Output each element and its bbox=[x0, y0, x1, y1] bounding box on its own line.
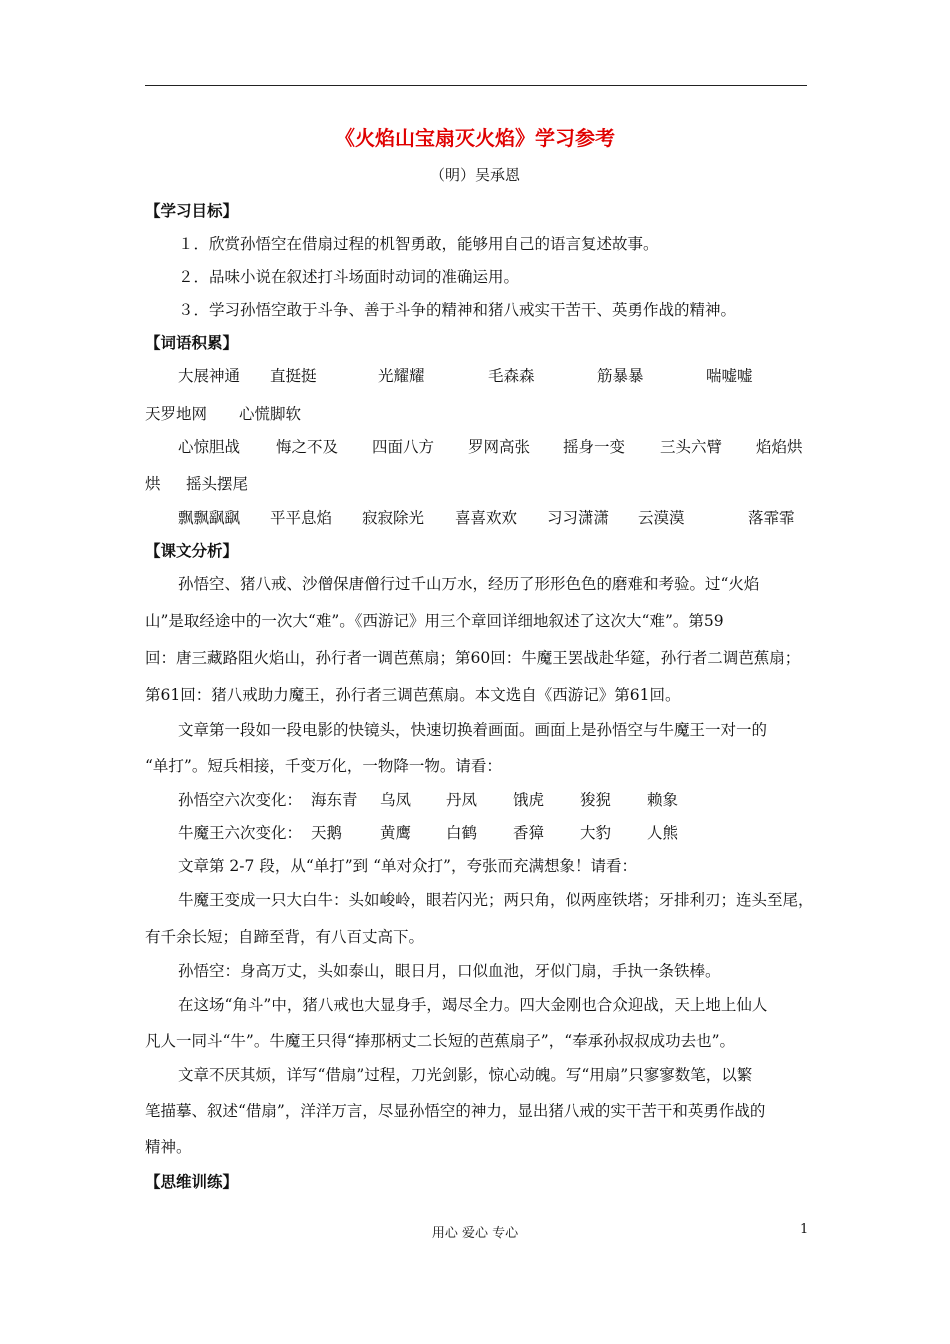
vocab-word: 喜喜欢欢 bbox=[455, 509, 518, 527]
vocab-word: 焰焰烘 bbox=[756, 438, 803, 456]
vocab-word: 心慌脚软 bbox=[239, 405, 302, 423]
vocab-word: 寂寂除光 bbox=[362, 509, 425, 527]
change-item: 赖象 bbox=[647, 791, 679, 809]
sun-changes-label: 孙悟空六次变化： bbox=[178, 791, 303, 809]
goal-item: １．欣赏孙悟空在借扇过程的机智勇敢，能够用自己的语言复述故事。 bbox=[178, 235, 659, 253]
section-vocab-heading: 【词语积累】 bbox=[145, 333, 239, 352]
analysis-line: 文章第 2-7 段，从“单打”到 “单对众打”，夸张而充满想象！请看： bbox=[178, 857, 637, 875]
vocab-word: 摇头摆尾 bbox=[186, 475, 249, 493]
vocab-word: 摇身一变 bbox=[563, 438, 626, 456]
analysis-line: 精神。 bbox=[145, 1138, 192, 1156]
analysis-line: 有千余长短；自蹄至背，有八百丈高下。 bbox=[145, 928, 425, 946]
vocab-word: 光耀耀 bbox=[378, 367, 425, 385]
section-goals-heading: 【学习目标】 bbox=[145, 201, 239, 220]
page-title: 《火焰山宝扇灭火焰》学习参考 bbox=[335, 126, 615, 150]
section-analysis-heading: 【课文分析】 bbox=[145, 541, 239, 560]
analysis-line: 山”是取经途中的一次大“难”。《西游记》用三个章回详细地叙述了这次大“难”。第59 bbox=[145, 612, 724, 630]
change-item: 乌凤 bbox=[380, 791, 412, 809]
analysis-line: 文章第一段如一段电影的快镜头，快速切换着画面。画面上是孙悟空与牛魔王一对一的 bbox=[178, 721, 768, 739]
vocab-word: 习习潇潇 bbox=[547, 509, 610, 527]
goal-item: ２．品味小说在叙述打斗场面时动词的准确运用。 bbox=[178, 268, 520, 286]
page-number: 1 bbox=[800, 1222, 809, 1237]
change-item: 丹凤 bbox=[446, 791, 478, 809]
vocab-word: 心惊胆战 bbox=[178, 438, 241, 456]
change-item: 大豹 bbox=[580, 824, 612, 842]
vocab-word: 平平息焰 bbox=[270, 509, 333, 527]
vocab-word: 喘嘘嘘 bbox=[706, 367, 753, 385]
vocab-word: 罗网高张 bbox=[468, 438, 531, 456]
change-item: 海东青 bbox=[311, 791, 358, 809]
analysis-line: 孙悟空：身高万丈，头如泰山，眼日月，口似血池，牙似门扇，手执一条铁棒。 bbox=[178, 962, 721, 980]
section-training-heading: 【思维训练】 bbox=[145, 1172, 239, 1191]
analysis-line: 笔描摹、叙述“借扇”，洋洋万言，尽显孙悟空的神力，显出猪八戒的实干苦干和英勇作战的 bbox=[145, 1102, 766, 1120]
change-item: 饿虎 bbox=[513, 791, 545, 809]
footer-motto: 用心 爱心 专心 bbox=[431, 1226, 519, 1241]
vocab-word: 烘 bbox=[145, 475, 161, 493]
header-rule bbox=[145, 85, 807, 86]
analysis-line: 第61回：猪八戒助力魔王，孙行者三调芭蕉扇。本文选自《西游记》第61回。 bbox=[145, 686, 681, 704]
vocab-word: 直挺挺 bbox=[270, 367, 317, 385]
change-item: 狻猊 bbox=[580, 791, 612, 809]
vocab-word: 落霏霏 bbox=[748, 509, 795, 527]
change-item: 黄鹰 bbox=[380, 824, 412, 842]
analysis-line: 在这场“角斗”中，猪八戒也大显身手，竭尽全力。四大金刚也合众迎战，天上地上仙人 bbox=[178, 996, 768, 1014]
vocab-word: 大展神通 bbox=[178, 367, 241, 385]
vocab-word: 毛森森 bbox=[488, 367, 535, 385]
goal-item: ３．学习孙悟空敢于斗争、善于斗争的精神和猪八戒实干苦干、英勇作战的精神。 bbox=[178, 301, 737, 319]
vocab-word: 悔之不及 bbox=[276, 438, 339, 456]
analysis-line: 凡人一同斗“牛”。牛魔王只得“捧那柄丈二长短的芭蕉扇子”，“奉承孙叔叔成功去也”。 bbox=[145, 1032, 736, 1050]
analysis-line: 牛魔王变成一只大白牛：头如峻岭，眼若闪光；两只角，似两座铁塔；牙排利刃；连头至尾， bbox=[178, 891, 814, 909]
change-item: 人熊 bbox=[647, 824, 679, 842]
author: （明）吴承恩 bbox=[429, 166, 520, 184]
vocab-word: 云漠漠 bbox=[638, 509, 685, 527]
niu-changes-label: 牛魔王六次变化： bbox=[178, 824, 303, 842]
vocab-word: 筋暴暴 bbox=[597, 367, 644, 385]
analysis-line: 孙悟空、猪八戒、沙僧保唐僧行过千山万水，经历了形形色色的磨难和考验。过“火焰 bbox=[178, 575, 760, 593]
change-item: 香獐 bbox=[513, 824, 545, 842]
vocab-word: 三头六臂 bbox=[660, 438, 723, 456]
change-item: 白鹤 bbox=[446, 824, 478, 842]
analysis-line: 回：唐三藏路阻火焰山，孙行者一调芭蕉扇；第60回：牛魔王罢战赴华筵，孙行者二调芭蕉扇； bbox=[145, 649, 801, 667]
vocab-word: 天罗地网 bbox=[145, 405, 208, 423]
change-item: 天鹅 bbox=[311, 824, 343, 842]
analysis-line: “单打”。短兵相接，千变万化，一物降一物。请看： bbox=[145, 757, 502, 775]
analysis-line: 文章不厌其烦，详写“借扇”过程，刀光剑影，惊心动魄。写“用扇”只寥寥数笔，以繁 bbox=[178, 1066, 753, 1084]
vocab-word: 飘飘飖飖 bbox=[178, 509, 241, 527]
vocab-word: 四面八方 bbox=[372, 438, 435, 456]
